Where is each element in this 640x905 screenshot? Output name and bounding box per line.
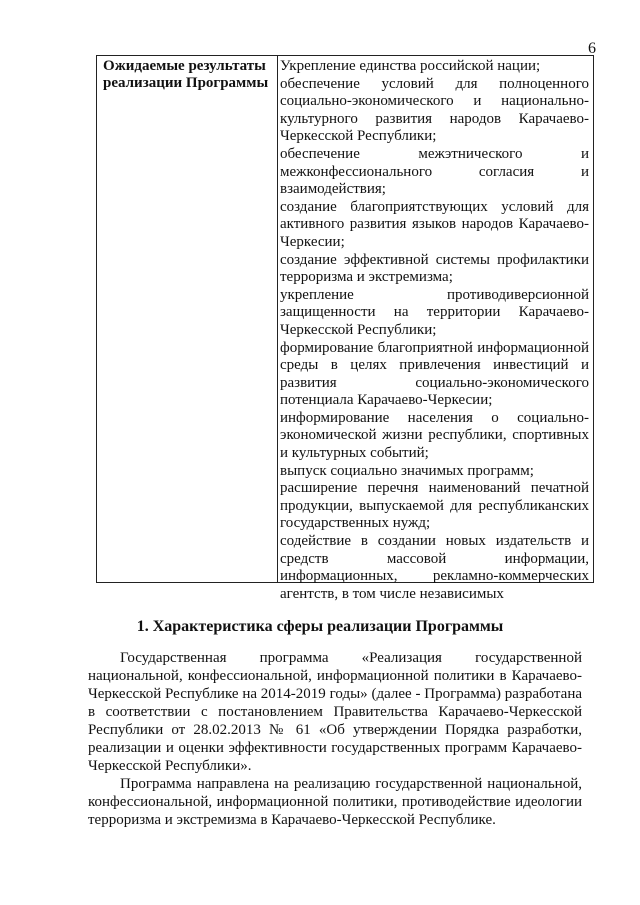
result-item: укрепление противодиверсионной защищенности на территории Карачаево-Черкесской Республики; — [280, 286, 589, 338]
paragraph: Государственная программа «Реализация государственной национальной, конфессиональной, информационной политики в Карачаево-Черкесской Республике на 2014-2019 годы» (далее - Программа) разработана в соответствии с постановлением Правительства Карачаево-Черкесской Республики от 28.02.2013 № 61 «Об утверждении Порядка разработки, реализации и оценки эффективности государственных программ Карачаево-Черкесской Республики». — [88, 650, 582, 774]
column-divider — [277, 56, 278, 582]
result-item: Укрепление единства российской нации; — [280, 58, 541, 74]
paragraph: Программа направлена на реализацию государственной национальной, конфессиональной, информационной политики, противодействие идеологии терроризма и экстремизма в Карачаево-Черкесской Республике. — [88, 776, 582, 828]
expected-results-list — [280, 58, 589, 603]
result-item: выпуск социально значимых программ; — [280, 462, 534, 479]
result-item: обеспечение условий для полноценного социально-экономического и национально-культурного развития народов Карачаево-Черкесской Республики; — [280, 75, 589, 145]
section-body — [88, 649, 582, 829]
result-item: обеспечение межэтнического и межконфессионального согласия и взаимодействия; — [280, 145, 589, 198]
result-item: создание эффективной системы профилактики терроризма и экстремизма; — [280, 251, 589, 286]
result-item: расширение перечня наименований печатной продукции, выпускаемой для республиканских государственных нужд; — [280, 480, 589, 532]
page-number: 6 — [588, 40, 596, 57]
result-item: формирование благоприятной информационной среды в целях привлечения инвестиций и развития социально-экономического потенциала Карачаево-Черкесии; — [280, 339, 589, 409]
result-item: содействие в создании новых издательств и средств массовой информации, информационных, рекламно-коммерческих агентств, в том числе независимых — [280, 533, 589, 602]
expected-results-label: Ожидаемые результаты реализации Программы — [103, 58, 269, 91]
section-heading: 1. Характеристика сферы реализации Программы — [136, 618, 504, 635]
result-item: создание благоприятствующих условий для активного развития языков народов Карачаево-Черкесии; — [280, 198, 589, 250]
result-item: информирование населения о социально-экономической жизни республики, спортивных и культурных событий; — [280, 409, 589, 462]
results-table — [96, 55, 594, 602]
